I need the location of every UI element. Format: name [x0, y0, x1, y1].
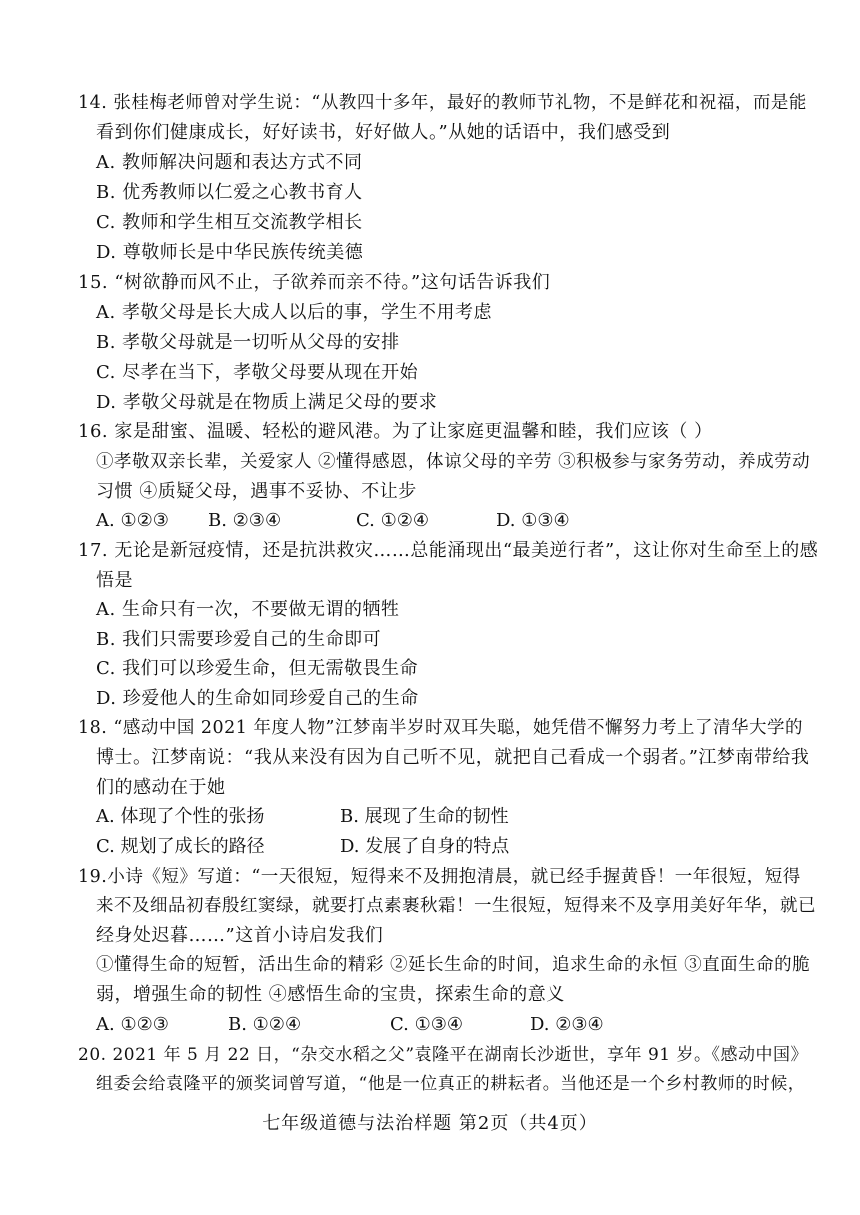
q14-option-a: A. 教师解决问题和表达方式不同 [96, 152, 363, 173]
q16-option-a: A. ①②③ [96, 510, 169, 531]
q19-stem-line1: 19.小诗《短》写道：“一天很短，短得来不及拥抱清晨，就已经手握黄昏！一年很短，短得 [78, 867, 801, 887]
q18-option-a: A. 体现了个性的张扬 [96, 806, 265, 827]
q16-option-b: B. ②③④ [208, 510, 282, 531]
q20-stem-line2: 组委会给袁隆平的颁奖词曾写道，“他是一位真正的耕耘者。当他还是一个乡村教师的时候， [96, 1074, 806, 1094]
q15-stem: 15. “树欲静而风不止，子欲养而亲不待。”这句话告诉我们 [78, 272, 551, 293]
q20-stem-line1: 20. 2021 年 5 月 22 日，“杂交水稻之父”袁隆平在湖南长沙逝世，享年 91 岁。《感动中国》 [78, 1045, 808, 1065]
q14-option-b: B. 优秀教师以仁爱之心教书育人 [96, 182, 363, 203]
q14-option-c: C. 教师和学生相互交流教学相长 [96, 212, 363, 233]
q16-option-c: C. ①②④ [356, 510, 429, 531]
q18-stem-line2: 博士。江梦南说：“我从来没有因为自己听不见，就把自己看成一个弱者。”江梦南带给我 [96, 747, 810, 768]
q18-option-b: B. 展现了生命的韧性 [340, 806, 509, 827]
q15-option-a: A. 孝敬父母是长大成人以后的事，学生不用考虑 [96, 302, 492, 323]
q17-stem-line2: 悟是 [96, 570, 133, 591]
page-footer: 七年级道德与法治样题 第2页（共4页） [262, 1113, 598, 1134]
q14-stem-line2: 看到你们健康成长，好好读书，好好做人。”从她的话语中，我们感受到 [96, 122, 671, 143]
q19-items-line1: ①懂得生命的短暂，活出生命的精彩 ②延长生命的时间，追求生命的永恒 ③直面生命的脆 [96, 955, 811, 975]
q19-option-c: C. ①③④ [390, 1014, 463, 1035]
q19-option-b: B. ①②④ [228, 1014, 302, 1035]
q16-items-line1: ①孝敬双亲长辈，关爱家人 ②懂得感恩，体谅父母的辛劳 ③积极参与家务劳动，养成劳动 [96, 452, 811, 472]
q17-option-a: A. 生命只有一次，不要做无谓的牺牲 [96, 599, 400, 620]
q17-option-c: C. 我们可以珍爱生命，但无需敬畏生命 [96, 658, 419, 679]
q14-stem-line1: 14. 张桂梅老师曾对学生说：“从教四十多年，最好的教师节礼物，不是鲜花和祝福，而是能 [78, 93, 807, 113]
q15-option-c: C. 尽孝在当下，孝敬父母要从现在开始 [96, 362, 419, 383]
q15-option-b: B. 孝敬父母就是一切听从父母的安排 [96, 332, 400, 353]
q19-option-d: D. ②③④ [530, 1014, 604, 1035]
q18-stem-line1: 18. “感动中国 2021 年度人物”江梦南半岁时双耳失聪，她凭借不懈努力考上了清华大学的 [78, 718, 803, 738]
q16-items-line2: 习惯 ④质疑父母，遇事不妥协、不让步 [96, 481, 417, 502]
q17-stem-line1: 17. 无论是新冠疫情，还是抗洪救灾……总能涌现出“最美逆行者”，这让你对生命至上的感 [78, 540, 819, 561]
q17-option-b: B. 我们只需要珍爱自己的生命即可 [96, 629, 382, 650]
q16-stem: 16. 家是甜蜜、温暖、轻松的避风港。为了让家庭更温馨和睦，我们应该（ ） [78, 421, 713, 442]
q19-stem-line3: 经身处迟暮……”这首小诗启发我们 [96, 925, 384, 946]
q18-stem-line3: 们的感动在于她 [96, 777, 226, 798]
q18-option-c: C. 规划了成长的路径 [96, 836, 265, 857]
q19-option-a: A. ①②③ [96, 1014, 169, 1035]
q14-option-d: D. 尊敬师长是中华民族传统美德 [96, 242, 364, 263]
q17-option-d: D. 珍爱他人的生命如同珍爱自己的生命 [96, 688, 419, 709]
q15-option-d: D. 孝敬父母就是在物质上满足父母的要求 [96, 392, 438, 413]
q18-option-d: D. 发展了自身的特点 [340, 836, 510, 857]
q19-items-line2: 弱，增强生命的韧性 ④感悟生命的宝贵，探索生命的意义 [96, 984, 565, 1005]
q19-stem-line2: 来不及细品初春殷红窦绿，就要打点素裹秋霜！一生很短，短得来不及享用美好年华，就已 [96, 896, 816, 916]
q16-option-d: D. ①③④ [496, 510, 570, 531]
